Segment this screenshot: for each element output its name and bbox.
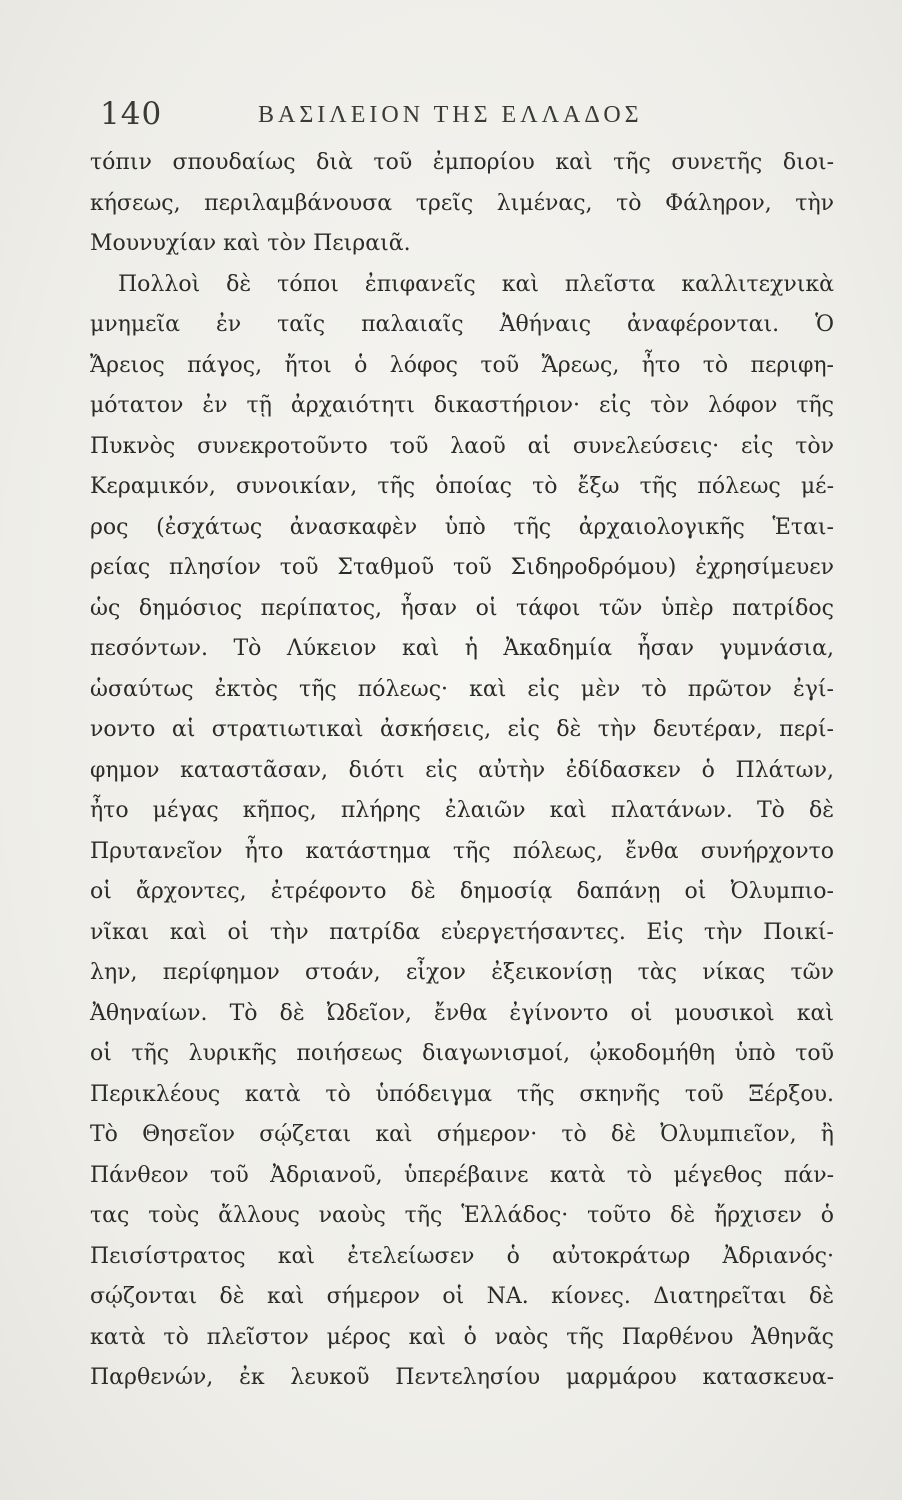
text-line: Πολλοὶ δὲ τόποι ἐπιφανεῖς καὶ πλεῖστα καλλιτεχνικὰ <box>118 271 834 297</box>
text-line: Πρυτανεῖον ἦτο κατάστημα τῆς πόλεως, ἔνθα συνήρχοντο <box>90 838 834 864</box>
text-line: Ἀθηναίων. Τὸ δὲ Ὠδεῖον, ἔνθα ἐγίνοντο οἱ μουσικοὶ καὶ <box>90 1000 834 1026</box>
text-line: ρείας πλησίον τοῦ Σταθμοῦ τοῦ Σιδηροδρόμου) ἐχρησίμευεν <box>90 555 834 580</box>
text-line: Περικλέους κατὰ τὸ ὑπόδειγμα τῆς σκηνῆς τοῦ Ξέρξου. <box>90 1081 834 1107</box>
text-line: μότατον ἐν τῇ ἀρχαιότητι δικαστήριον· εἰς τὸν λόφον τῆς <box>90 393 834 418</box>
text-line: ὡς δημόσιος περίπατος, ἦσαν οἱ τάφοι τῶν ὑπὲρ πατρίδος <box>90 595 834 621</box>
text-line: μνημεῖα ἐν ταῖς παλαιαῖς Ἀθήναις ἀναφέρονται. Ὁ <box>90 312 834 337</box>
text-line: Πυκνὸς συνεκροτοῦντο τοῦ λαοῦ αἱ συνελεύσεις· εἰς τὸν <box>90 433 834 459</box>
text-line: Πεισίστρατος καὶ ἐτελείωσεν ὁ αὐτοκράτωρ Ἀδριανός· <box>90 1243 834 1269</box>
text-line: τόπιν σπουδαίως διὰ τοῦ ἐμπορίου καὶ τῆς συνετῆς διοι- <box>90 150 834 175</box>
text-line: ὡσαύτως ἐκτὸς τῆς πόλεως· καὶ εἰς μὲν τὸ πρῶτον ἐγί- <box>90 676 834 702</box>
text-line: οἱ τῆς λυρικῆς ποιήσεως διαγωνισμοί, ᾠκοδομήθη ὑπὸ τοῦ <box>90 1041 834 1066</box>
text-line: ρος (ἐσχάτως ἀνασκαφὲν ὑπὸ τῆς ἀρχαιολογικῆς Ἑται- <box>90 514 834 540</box>
body-text <box>90 143 834 1399</box>
text-line: Κεραμικόν, συνοικίαν, τῆς ὁποίας τὸ ἔξω τῆς πόλεως μέ- <box>90 474 834 499</box>
running-head <box>100 96 820 142</box>
text-line: σῴζονται δὲ καὶ σήμερον οἱ ΝΑ. κίονες. Διατηρεῖται δὲ <box>90 1284 834 1309</box>
page-number: 140 <box>100 96 163 132</box>
text-line: νοντο αἱ στρατιωτικαὶ ἀσκήσεις, εἰς δὲ τὴν δευτέραν, περί- <box>90 717 834 742</box>
text-line: Πάνθεον τοῦ Ἀδριανοῦ, ὑπερέβαινε κατὰ τὸ μέγεθος πάν- <box>90 1162 834 1188</box>
text-line: Τὸ Θησεῖον σῴζεται καὶ σήμερον· τὸ δὲ Ὀλυμπιεῖον, ἢ <box>90 1122 834 1147</box>
text-line: κήσεως, περιλαμβάνουσα τρεῖς λιμένας, τὸ Φάληρον, τὴν <box>90 190 834 216</box>
text-line: Μουνυχίαν καὶ τὸν Πειραιᾶ. <box>90 231 411 256</box>
text-line: νῖκαι καὶ οἱ τὴν πατρίδα εὐεργετήσαντες. Εἰς τὴν Ποικί- <box>90 919 834 945</box>
text-line: Ἄρειος πάγος, ἤτοι ὁ λόφος τοῦ Ἄρεως, ἦτο τὸ περιφη- <box>90 352 834 378</box>
text-line: πεσόντων. Τὸ Λύκειον καὶ ἡ Ἀκαδημία ἦσαν γυμνάσια, <box>90 636 834 661</box>
text-line: λην, περίφημον στοάν, εἶχον ἐξεικονίσῃ τὰς νίκας τῶν <box>90 960 834 985</box>
text-line: ἦτο μέγας κῆπος, πλήρης ἐλαιῶν καὶ πλατάνων. Τὸ δὲ <box>90 798 834 823</box>
text-line: κατὰ τὸ πλεῖστον μέρος καὶ ὁ ναὸς τῆς Παρθένου Ἀθηνᾶς <box>90 1324 834 1350</box>
text-line: οἱ ἄρχοντες, ἐτρέφοντο δὲ δημοσίᾳ δαπάνῃ οἱ Ὀλυμπιο- <box>90 879 834 904</box>
text-line: τας τοὺς ἄλλους ναοὺς τῆς Ἑλλάδος· τοῦτο δὲ ἤρχισεν ὁ <box>90 1203 834 1228</box>
text-line: Παρθενών, ἐκ λευκοῦ Πεντελησίου μαρμάρου κατασκευα- <box>90 1365 834 1390</box>
text-line: φημον καταστᾶσαν, διότι εἰς αὐτὴν ἐδίδασκεν ὁ Πλάτων, <box>90 757 834 783</box>
running-head-title: ΒΑΣΙΛΕΙΟΝ ΤΗΣ ΕΛΛΑΔΟΣ <box>258 102 643 128</box>
